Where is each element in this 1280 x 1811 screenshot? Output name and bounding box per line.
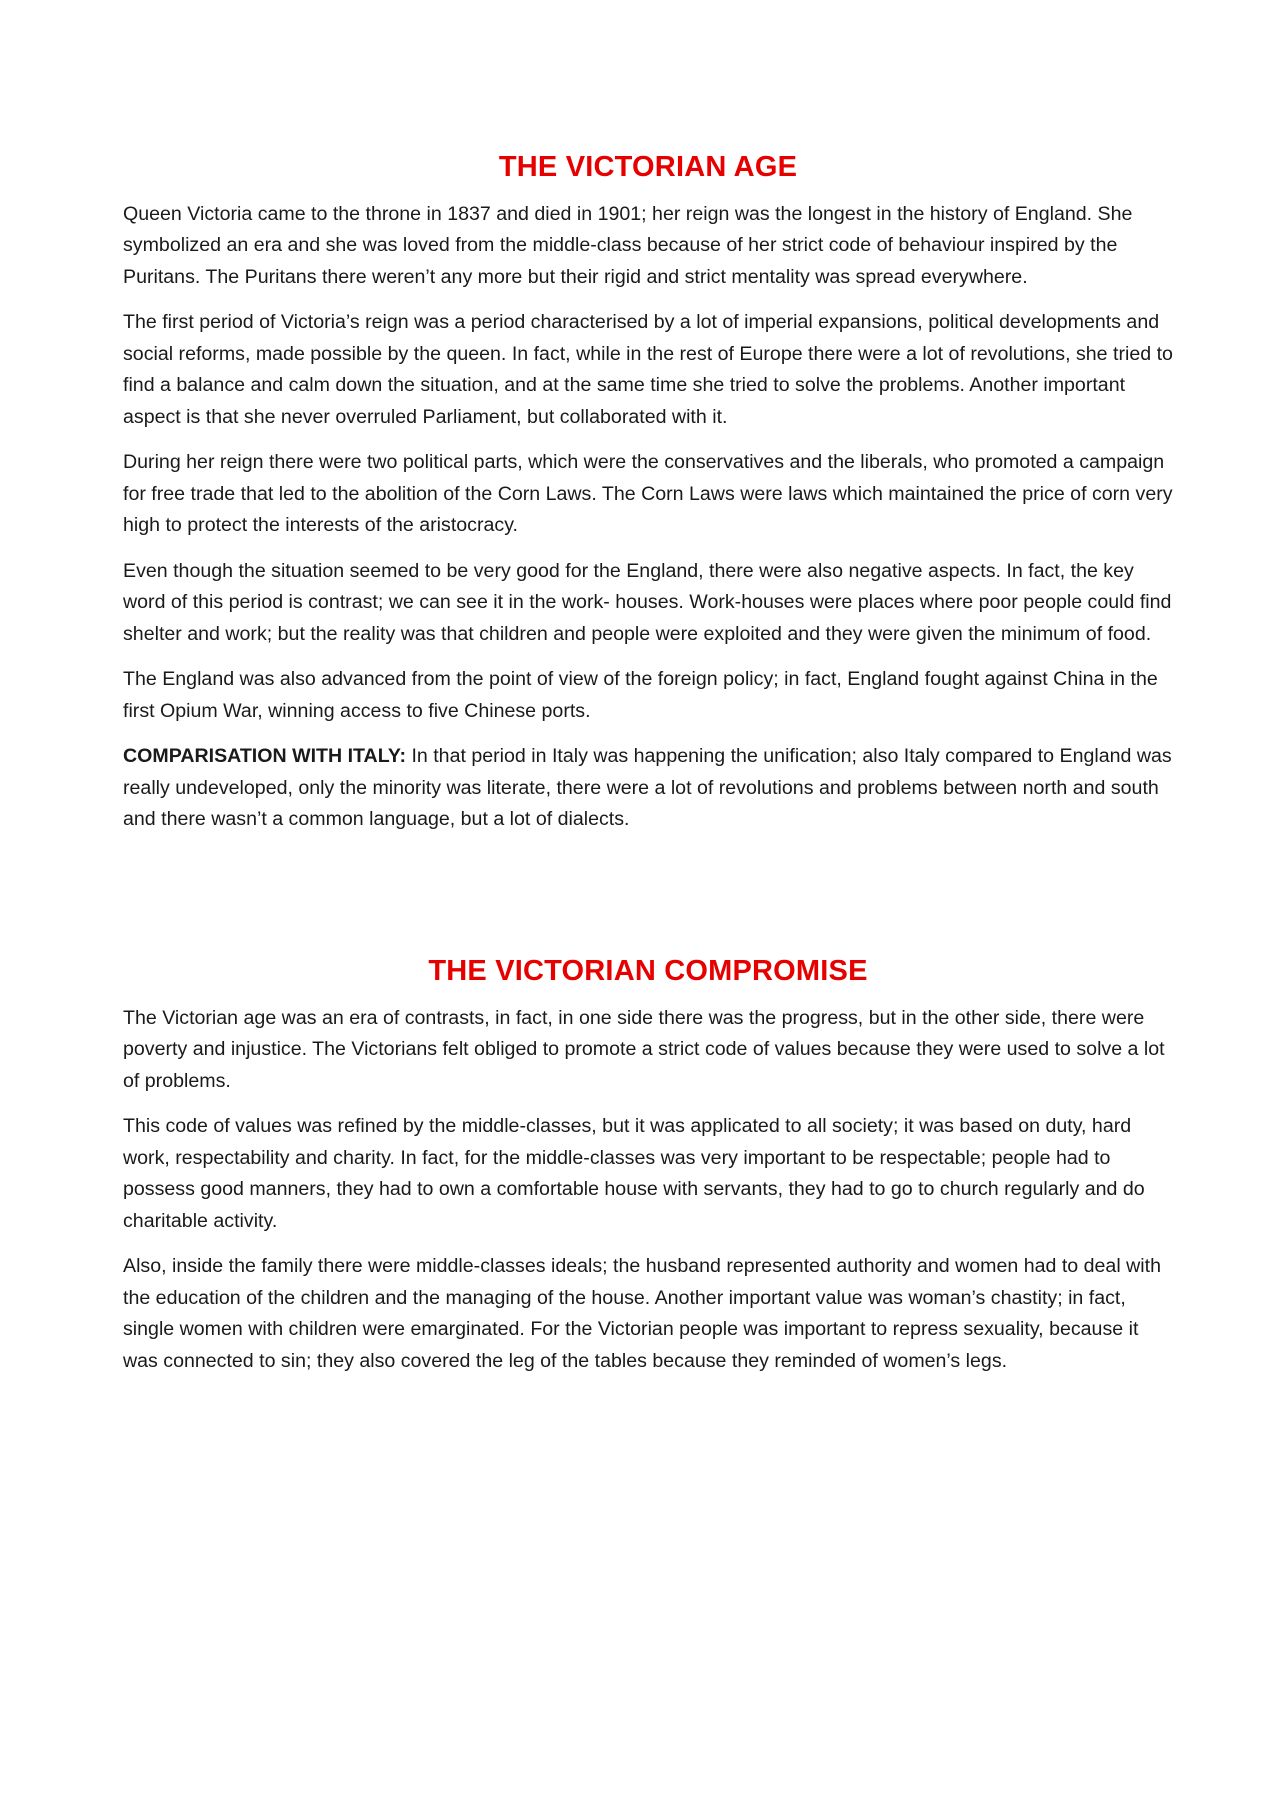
paragraph: This code of values was refined by the middle-classes, but it was applicated to all society; it was based on duty, hard work, respectability and charity. In fact, for the middle-classes was very important to be respectable; people had to possess good manners, they had to own a comfortable house with servants, they had to go to church regularly and do charitable activity. xyxy=(123,1115,1145,1232)
section-title-victorian-age: THE VICTORIAN AGE xyxy=(498,151,798,183)
comparison-label: COMPARISATION WITH ITALY: xyxy=(123,745,406,768)
section-title-victorian-compromise: THE VICTORIAN COMPROMISE xyxy=(428,954,868,987)
paragraph: The England was also advanced from the point of view of the foreign policy; in fact, England fought against China in the first Opium War, winning access to five Chinese ports. xyxy=(123,668,1158,722)
comparison-paragraph xyxy=(123,741,1173,836)
document-page xyxy=(123,150,1173,1391)
paragraph: The first period of Victoria’s reign was a period characterised by a lot of imperial expansions, political developments and social reforms, made possible by the queen. In fact, while in the rest of Europe there were a lot of revolutions, she tried to find a balance and calm down the situation, and at the same time she tried to solve the problems. Another important aspect is that she never overruled Parliament, but collaborated with it. xyxy=(123,311,1173,428)
section-victorian-compromise xyxy=(123,954,1173,1377)
paragraph: Also, inside the family there were middle-classes ideals; the husband represented authority and women had to deal with the education of the children and the managing of the house. Another important value was woman’s chastity; in fact, single women with children were emarginated. For the Victorian people was important to repress sexuality, because it was connected to sin; they also covered the leg of the tables because they reminded of women’s legs. xyxy=(123,1255,1161,1372)
comparison-text: In that period in Italy was happening the unification; also Italy compared to England was really undeveloped, only the minority was literate, there were a lot of revolutions and problems between north and south and there wasn’t a common language, but a lot of dialects. xyxy=(123,745,1172,831)
paragraph: Queen Victoria came to the throne in 1837 and died in 1901; her reign was the longest in the history of England. She symbolized an era and she was loved from the middle-class because of her strict code of behaviour inspired by the Puritans. The Puritans there weren’t any more but their rigid and strict mentality was spread everywhere. xyxy=(123,202,1133,288)
paragraph: During her reign there were two political parts, which were the conservatives and the liberals, who promoted a campaign for free trade that led to the abolition of the Corn Laws. The Corn Laws were laws which maintained the price of corn very high to protect the interests of the aristocracy. xyxy=(123,451,1173,537)
section-spacer xyxy=(123,850,1173,954)
paragraph: The Victorian age was an era of contrasts, in fact, in one side there was the progress, but in the other side, there were poverty and injustice. The Victorians felt obliged to promote a strict code of values because they were used to solve a lot of problems. xyxy=(123,1006,1165,1092)
section-victorian-age xyxy=(123,150,1173,836)
paragraph: Even though the situation seemed to be very good for the England, there were also negative aspects. In fact, the key word of this period is contrast; we can see it in the work- houses. Work-houses were places where poor people could find shelter and work; but the reality was that children and people were exploited and they were given the minimum of food. xyxy=(123,559,1172,645)
